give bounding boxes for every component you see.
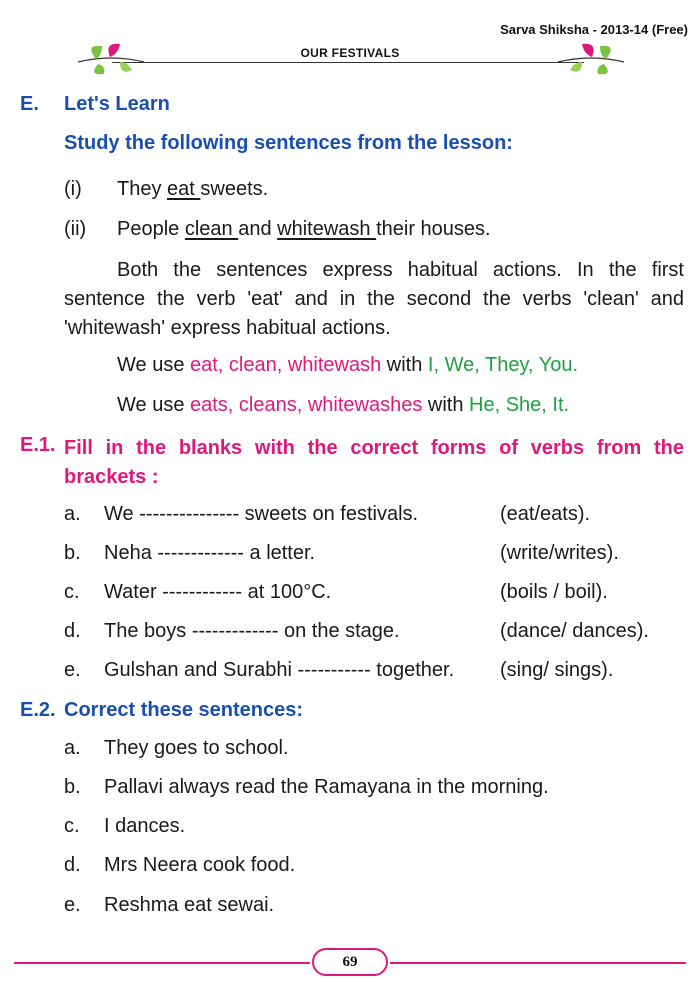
rule-verbs: eats, cleans, whitewashes [190, 394, 423, 416]
verb-options: (boils / boil). [500, 581, 608, 603]
example-text: and [238, 218, 278, 240]
rule-text: We use [117, 354, 190, 376]
usage-rule [117, 394, 569, 417]
example-sentence [117, 178, 268, 201]
item-letter: e. [64, 894, 81, 916]
example-text: They [117, 178, 168, 200]
usage-rule [117, 354, 578, 377]
chapter-title: OUR FESTIVALS [300, 46, 400, 60]
study-heading: Study the following sentences from the lesson: [64, 132, 513, 154]
rule-verbs: eat, clean, whitewash [190, 354, 382, 376]
exercise-e1-instruction [64, 434, 684, 492]
instruction-text: Fill in the blanks with the correct forms of verbs from the brackets : [64, 437, 684, 488]
footer-rule [390, 962, 686, 964]
leaf-ornament-icon [556, 40, 626, 80]
incorrect-sentence: They goes to school. [104, 737, 289, 759]
rule-text: with [381, 354, 428, 376]
header-rule [112, 62, 584, 63]
item-letter: d. [64, 854, 81, 876]
rule-pronouns: I, We, They, You. [427, 354, 579, 376]
fill-blank-sentence: Neha ------------- a letter. [104, 542, 316, 564]
verb-options: (write/writes). [500, 542, 619, 564]
rule-text: We use [117, 394, 190, 416]
page-number: 69 [312, 948, 388, 976]
item-letter: d. [64, 620, 81, 642]
item-letter: b. [64, 542, 81, 564]
example-number: (i) [64, 178, 82, 200]
fill-blank-sentence: Water ------------ at 100°C. [104, 581, 332, 603]
example-text: sweets. [200, 178, 269, 200]
item-letter: a. [64, 737, 81, 759]
verb-options: (sing/ sings). [500, 659, 614, 681]
incorrect-sentence: Reshma eat sewai. [104, 894, 275, 916]
incorrect-sentence: Pallavi always read the Ramayana in the morning. [104, 776, 549, 798]
example-text: People [117, 218, 185, 240]
rule-pronouns: He, She, It. [469, 394, 570, 416]
series-label: Sarva Shiksha - 2013-14 (Free) [500, 22, 688, 37]
item-letter: b. [64, 776, 81, 798]
section-e-title: Let's Learn [64, 93, 170, 115]
item-letter: c. [64, 815, 80, 837]
fill-blank-sentence: The boys ------------- on the stage. [104, 620, 400, 642]
fill-blank-sentence: Gulshan and Surabhi ----------- together. [104, 659, 455, 681]
underlined-verb: clean [184, 218, 239, 240]
example-sentence [117, 218, 491, 241]
rule-text: with [422, 394, 470, 416]
exercise-e2-title: Correct these sentences: [64, 699, 303, 721]
example-number: (ii) [64, 218, 87, 240]
item-letter: a. [64, 503, 81, 525]
underlined-verb: eat [167, 178, 201, 200]
underlined-verb: whitewash [277, 218, 377, 240]
verb-options: (eat/eats). [500, 503, 591, 525]
leaf-ornament-icon [76, 40, 146, 80]
explanation-paragraph: Both the sentences express habitual actions. In the first sentence the verb 'eat' and in the second the verbs 'clean' and 'whitewash' express habitual actions. [64, 259, 684, 339]
exercise-e2-label: E.2. [20, 699, 56, 721]
section-e-letter: E. [20, 93, 39, 115]
fill-blank-sentence: We --------------- sweets on festivals. [104, 503, 419, 525]
item-letter: e. [64, 659, 81, 681]
incorrect-sentence: Mrs Neera cook food. [104, 854, 296, 876]
verb-options: (dance/ dances). [500, 620, 649, 642]
example-text: their houses. [376, 218, 491, 240]
item-letter: c. [64, 581, 80, 603]
incorrect-sentence: I dances. [104, 815, 186, 837]
exercise-e1-label: E.1. [20, 434, 56, 456]
footer-rule [14, 962, 310, 964]
